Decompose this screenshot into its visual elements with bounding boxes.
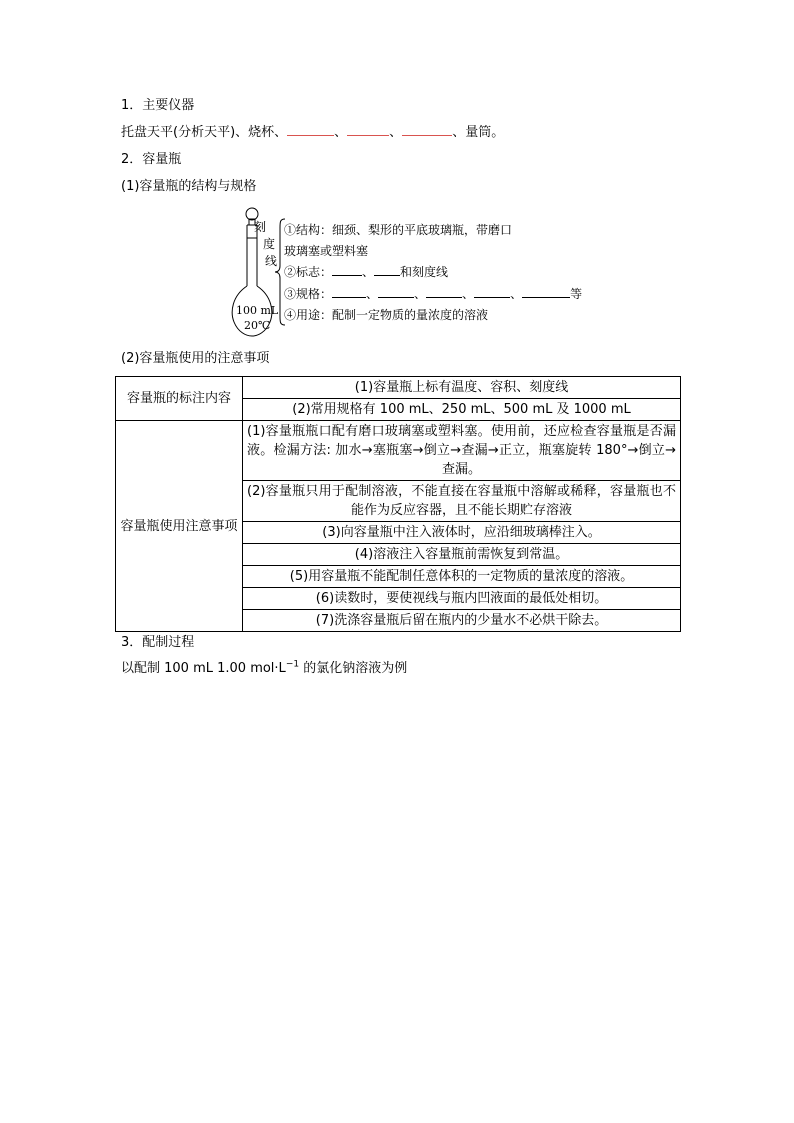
section1-heading: 1．主要仪器 xyxy=(121,98,195,113)
fill-blank-spec-3[interactable] xyxy=(426,285,462,298)
separator: 、 xyxy=(389,125,403,140)
table-cell: (2)常用规格有 100 mL、250 mL、500 mL 及 1000 mL xyxy=(243,399,681,421)
table-row xyxy=(116,421,681,481)
fill-blank-mark-2[interactable] xyxy=(374,263,400,276)
spec-suffix: 等 xyxy=(570,287,583,301)
fill-blank-spec-2[interactable] xyxy=(378,285,414,298)
table-cell: (6)读数时，要使视线与瓶内凹液面的最低处相切。 xyxy=(243,588,681,610)
structure-description-cont: 玻璃塞或塑料塞 xyxy=(284,244,369,258)
section1-instrument-line xyxy=(121,123,504,142)
table-cell: (1)容量瓶上标有温度、容积、刻度线 xyxy=(243,377,681,399)
table-cell: (5)用容量瓶不能配制任意体积的一定物质的量浓度的溶液。 xyxy=(243,566,681,588)
subsection-structure-heading: (1)容量瓶的结构与规格 xyxy=(121,179,257,194)
mark-label-char-3: 线 xyxy=(265,254,278,268)
mark-prefix: ②标志： xyxy=(284,265,333,279)
notes-table xyxy=(115,376,681,632)
example-prefix: 以配制 100 mL 1.00 mol·L xyxy=(121,661,286,676)
separator: 、 xyxy=(334,125,348,140)
separator: 、 xyxy=(362,265,375,279)
table-cell: (7)洗涤容量瓶后留在瓶内的少量水不必烘干除去。 xyxy=(243,610,681,632)
instrument-suffix: 、量筒。 xyxy=(452,125,505,140)
section3-heading: 3．配制过程 xyxy=(121,635,195,650)
table-cell: (1)容量瓶瓶口配有磨口玻璃塞或塑料塞。使用前，还应检查容量瓶是否漏液。检漏方法: 加水→塞瓶塞→倒立→查漏→正立，瓶塞旋转 180°→倒立→查漏。 xyxy=(243,421,681,481)
flask-volume-label: 100 mL xyxy=(236,304,279,317)
example-suffix: 的氯化钠溶液为例 xyxy=(299,661,408,676)
mark-label-char-1: 刻 xyxy=(254,220,267,234)
mark-suffix: 和刻度线 xyxy=(400,265,449,279)
fill-blank-spec-1[interactable] xyxy=(332,285,366,298)
fill-blank-spec-4[interactable] xyxy=(474,285,510,298)
flask-temperature-label: 20℃ xyxy=(244,319,271,332)
fill-blank-3[interactable] xyxy=(402,123,452,136)
table-cell: (2)容量瓶只用于配制溶液，不能直接在容量瓶中溶解或稀释，容量瓶也不能作为反应容器，且不能长期贮存溶液 xyxy=(243,481,681,522)
structure-description: ①结构：细颈、梨形的平底玻璃瓶，带磨口 xyxy=(284,223,513,237)
spec-line xyxy=(284,285,582,303)
fill-blank-1[interactable] xyxy=(287,123,334,136)
spec-prefix: ③规格： xyxy=(284,287,333,301)
row-label-markings: 容量瓶的标注内容 xyxy=(116,377,243,421)
section2-heading: 2．容量瓶 xyxy=(121,152,182,167)
row-label-usage-notes: 容量瓶使用注意事项 xyxy=(116,421,243,632)
separator: 、 xyxy=(510,287,523,301)
separator: 、 xyxy=(414,287,427,301)
fill-blank-spec-5[interactable] xyxy=(522,285,570,298)
table-cell: (3)向容量瓶中注入液体时，应沿细玻璃棒注入。 xyxy=(243,522,681,544)
mark-line xyxy=(284,263,448,281)
table-cell: (4)溶液注入容量瓶前需恢复到常温。 xyxy=(243,544,681,566)
subsection-notes-heading: (2)容量瓶使用的注意事项 xyxy=(121,351,270,366)
section3-example-line xyxy=(121,660,407,678)
fill-blank-mark-1[interactable] xyxy=(332,263,362,276)
mark-label-char-2: 度 xyxy=(263,237,276,251)
separator: 、 xyxy=(462,287,475,301)
fill-blank-2[interactable] xyxy=(347,123,389,136)
instrument-list-text: 托盘天平(分析天平)、烧杯、 xyxy=(121,125,288,140)
separator: 、 xyxy=(366,287,379,301)
unit-exponent: −1 xyxy=(285,659,300,670)
table-row xyxy=(116,377,681,399)
use-description: ④用途：配制一定物质的量浓度的溶液 xyxy=(284,308,489,322)
